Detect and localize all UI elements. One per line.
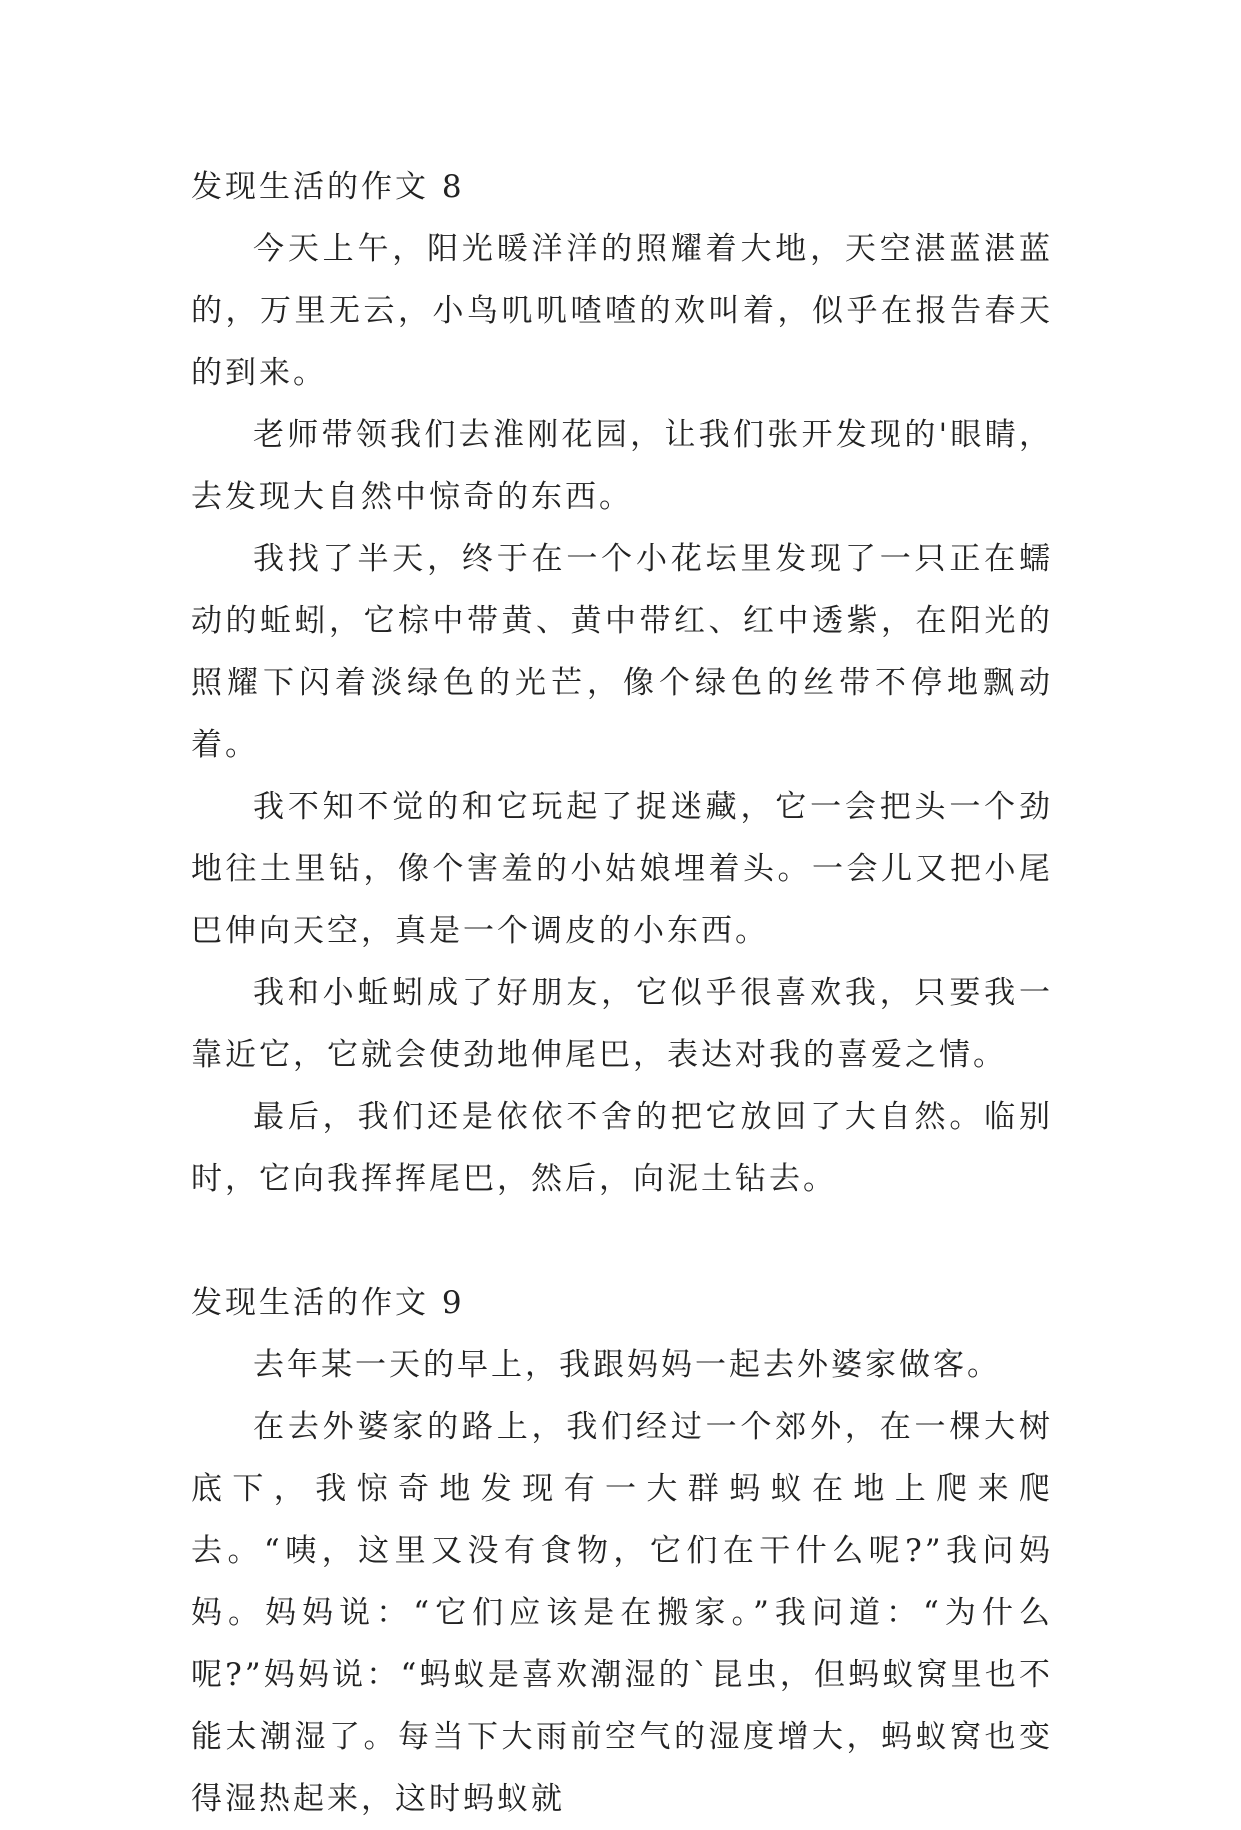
paragraph: 最后，我们还是依依不舍的把它放回了大自然。临别时，它向我挥挥尾巴，然后，向泥土钻去。 — [191, 1099, 1053, 1197]
essay-8 — [191, 156, 1053, 1210]
document-body — [191, 156, 1053, 1830]
paragraph: 老师带领我们去淮刚花园，让我们张开发现的'眼睛，去发现大自然中惊奇的东西。 — [191, 417, 1053, 515]
paragraph: 我找了半天，终于在一个小花坛里发现了一只正在蠕动的蚯蚓，它棕中带黄、黄中带红、红中透紫，在阳光的照耀下闪着淡绿色的光芒，像个绿色的丝带不停地飘动着。 — [191, 541, 1053, 763]
essay-9 — [191, 1272, 1053, 1830]
paragraph: 今天上午，阳光暖洋洋的照耀着大地，天空湛蓝湛蓝的，万里无云，小鸟叽叽喳喳的欢叫着，似乎在报告春天的到来。 — [191, 231, 1053, 391]
paragraph: 去年某一天的早上，我跟妈妈一起去外婆家做客。 — [253, 1347, 1001, 1383]
paragraph: 在去外婆家的路上，我们经过一个郊外，在一棵大树底下，我惊奇地发现有一大群蚂蚁在地上爬来爬去。“咦，这里又没有食物，它们在干什么呢?”我问妈妈。妈妈说：“它们应该是在搬家。”我问道：“为什么呢?”妈妈说：“蚂蚁是喜欢潮湿的`昆虫，但蚂蚁窝里也不能太潮湿了。每当下大雨前空气的湿度增大，蚂蚁窝也变得湿热起来，这时蚂蚁就 — [191, 1409, 1053, 1817]
essay-title: 发现生活的作文 8 — [191, 169, 465, 205]
paragraph: 我不知不觉的和它玩起了捉迷藏，它一会把头一个劲地往土里钻，像个害羞的小姑娘埋着头。一会儿又把小尾巴伸向天空，真是一个调皮的小东西。 — [191, 789, 1053, 949]
paragraph: 我和小蚯蚓成了好朋友，它似乎很喜欢我，只要我一靠近它，它就会使劲地伸尾巴，表达对我的喜爱之情。 — [191, 975, 1053, 1073]
essay-title: 发现生活的作文 9 — [191, 1285, 465, 1321]
